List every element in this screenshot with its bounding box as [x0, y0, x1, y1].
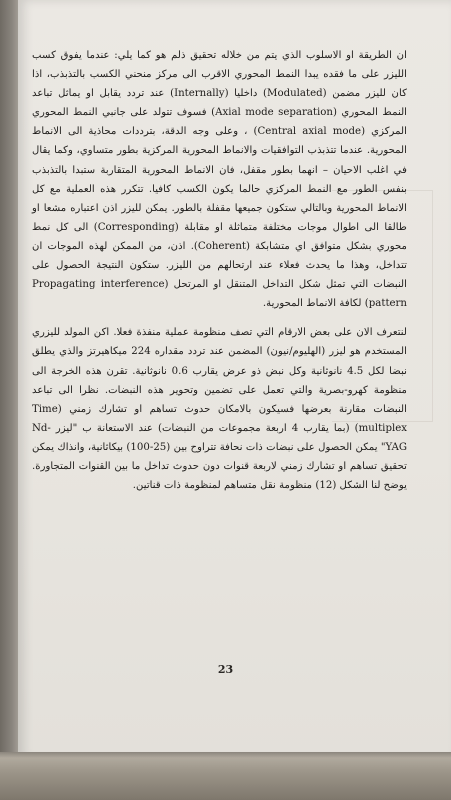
body-text [32, 46, 407, 495]
paragraph-system-figures: لنتعرف الان على بعض الارقام التي تصف منظومة عملية منفذة فعلا. اكن المولد لليزري المستخدم هو ليزر (الهليوم/نيون) المضمن عند تردد مقداره 224 ميكاهيرتز والذي يطلق نبضا لكل 4.5 نانوثانية وكل نبض ذو عرض يقارب 0.6 نانوثانية. تقرن هذه الخرجة الى منظومة كهرو-بصرية والتي تعمل على تضمين وتحوير هذه النبضات. نظرا الى تباعد النبضات مقارنة بعرضها فسيكون بالامكان حدوث تساهم او تشارك زمني (Time multiplex) (بما يقارب 4 اربعة مجموعات من النبضات) عند الاستعانة ب "ليزر Nd-YAG" يمكن الحصول على نبضات ذات نحافة تتراوح بين (25-100) بيكاثانية، وانذاك يمكن تحقيق تساهم او تشارك زمني لاربعة قنوات دون حدوث تداخل ما بين القنوات المتجاورة. يوضح لنا الشكل (12) منظومة نقل متساهم لمنظومة ذات قناتين. [32, 327, 407, 492]
paragraph-mode-locking: ان الطريقة او الاسلوب الذي يتم من خلاله تحقيق ذلم هو كما يلي: عندما يفوق كسب الليزر على ما فقده يبدا النمط المحوري الاقرب الى مركز منحني الكسب بالتذبذب، اذا كان لليزر مضمن (Modulated) داخليا (Internally) عند تردد يقابل او يماثل تباعد النمط المحوري (Axial mode separation) فسوف تتولد على جانبي النمط المحوري المركزي (Central axial mode) ، وعلى وجه الدقة، بترددات محاذية الى الانماط المحورية. عندما تتذبذب التوافقيات والانماط المحورية المركزية بطور متساوي، وكما يقال في اغلب الاحيان – انهما بطور مقفل، فان الانماط المحورية المتقاربة ستبدا بالتذبذب بنفس الطور مع النمط المركزي حالما يكون الكسب كافيا. تتكرر هذه العملية مع كل الانماط المحورية وبالتالي ستكون جميعها مقفلة بالطور. يمكن لليزر اذن اعتباره مشعا او طالقا الى اطوال موجات مختلفة متماثلة او مقابلة (Corresponding) الى كل نمط محوري بشكل متوافق اي متشابكة (Coherent). اذن، من الممكن لهذه الموجات ان تتداخل، وهذا ما يحدث فعلاء عند ارتحالهم من الليزر. ستكون النتيجة الحصول على النبضات التي تمثل شكل التداخل المتنقل او المرتحل (Propagating interference pattern) لكافة الانماط المحورية. [32, 50, 408, 310]
table-surface [0, 752, 451, 800]
page-number: 23 [217, 663, 234, 676]
paragraph-gap [32, 313, 407, 323]
